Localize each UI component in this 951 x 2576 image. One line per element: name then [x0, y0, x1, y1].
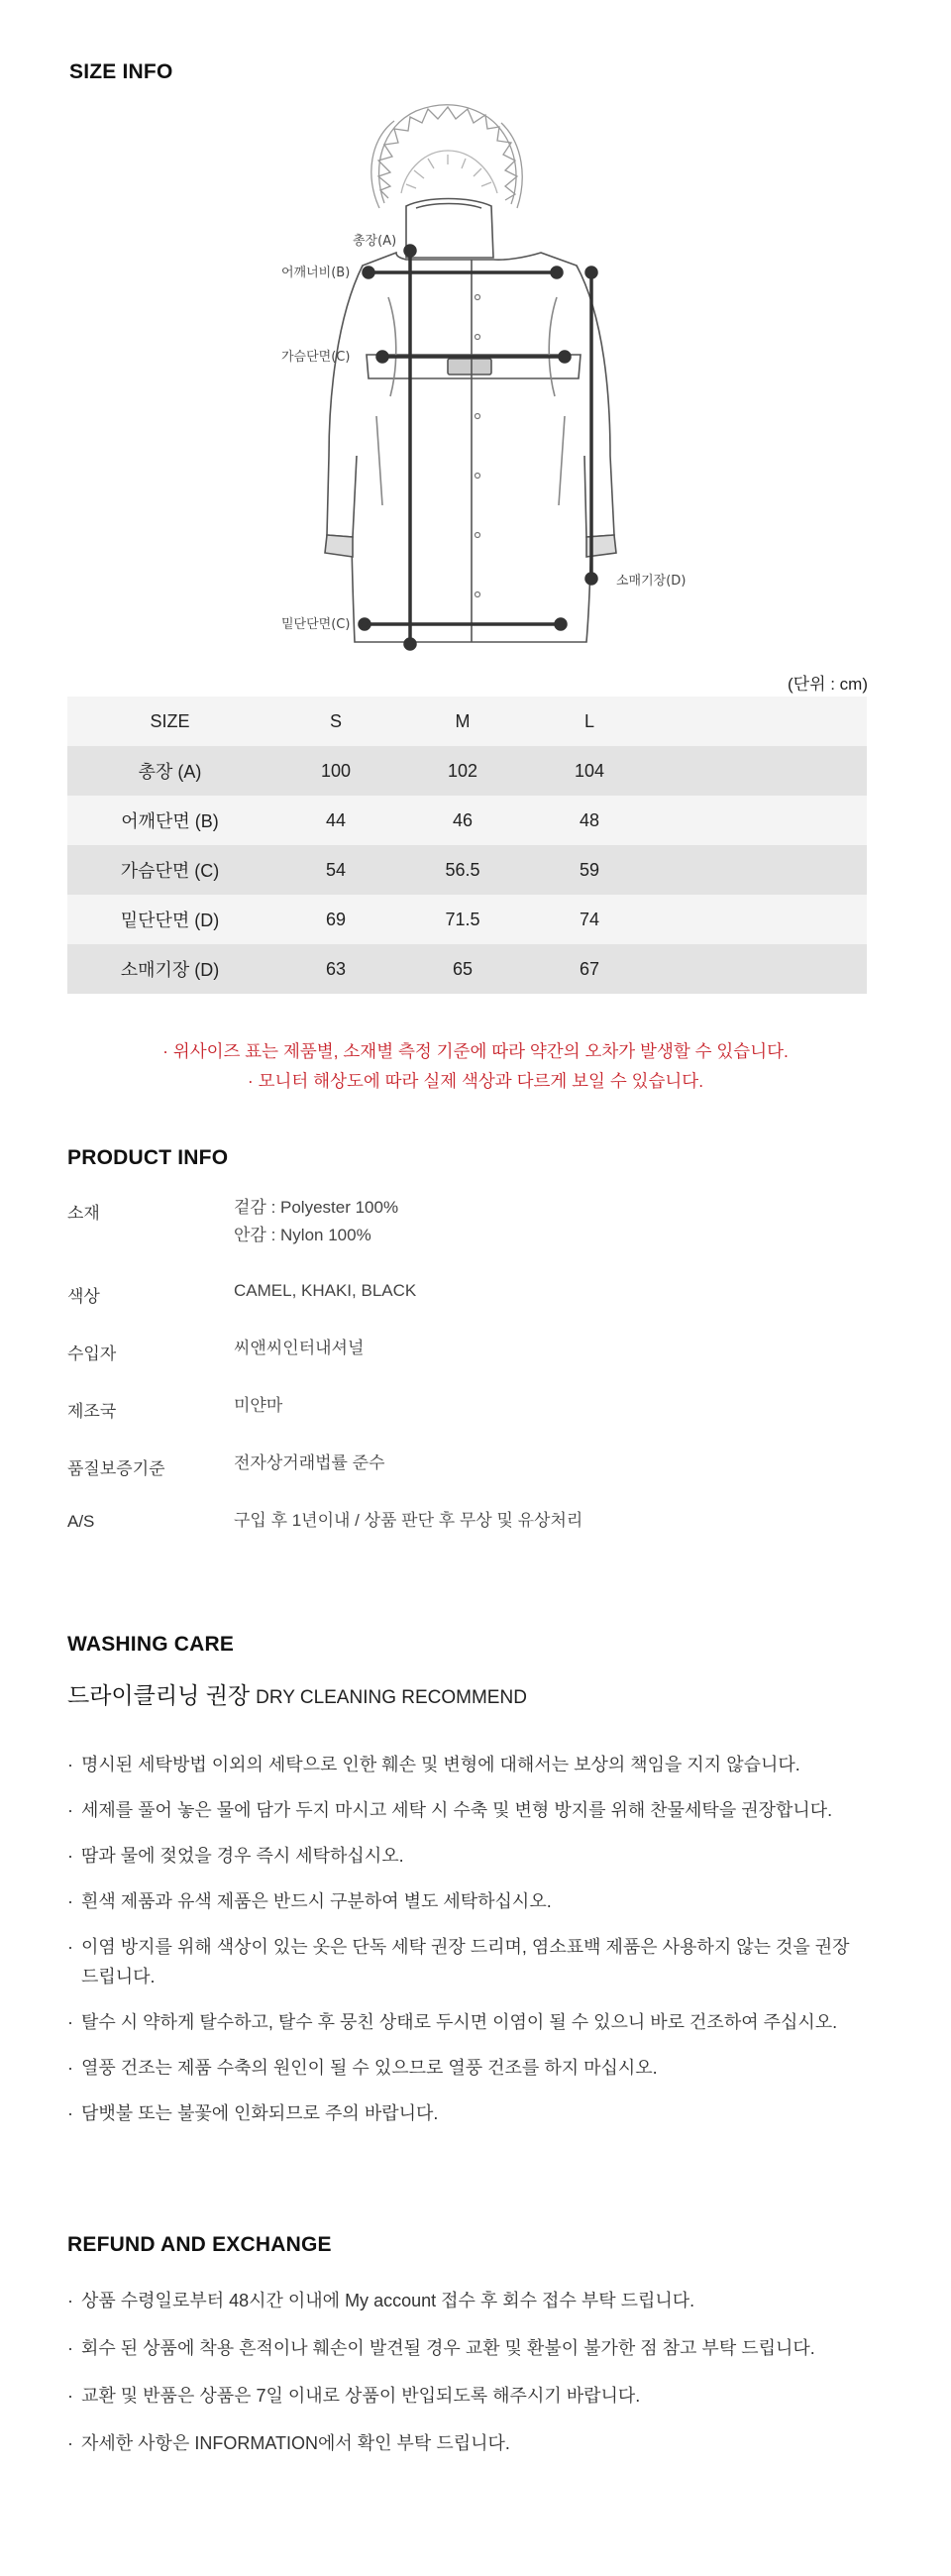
unit-label: (단위 : cm): [788, 675, 868, 694]
cell-s: 54: [325, 859, 347, 880]
table-row: [67, 746, 867, 796]
list-item: · 열풍 건조는 제품 수축의 원인이 될 수 있으므로 열풍 건조를 하지 마십시오.: [67, 2053, 890, 2083]
coat-body: [325, 253, 616, 642]
note-line: · 위사이즈 표는 제품별, 소재별 측정 기준에 따라 약간의 오차가 발생할 수 있습니다.: [162, 1041, 789, 1061]
subtitle-en: DRY CLEANING RECOMMEND: [256, 1687, 527, 1708]
list-item: · 이염 방지를 위해 색상이 있는 옷은 단독 세탁 권장 드리며, 염소표백 제품은 사용하지 않는 것을 권장 드립니다.: [67, 1932, 864, 1991]
product-info-row: [67, 1397, 880, 1422]
info-value: 구입 후 1년이내 / 상품 판단 후 무상 및 유상처리: [234, 1511, 583, 1530]
info-value: 겉감 : Polyester 100% 안감 : Nylon 100%: [234, 1198, 399, 1244]
info-key: 수입자: [67, 1344, 117, 1363]
label-total-length: 총장(A): [353, 234, 397, 249]
list-item: · 담뱃불 또는 불꽃에 인화되므로 주의 바랍니다.: [67, 2098, 890, 2128]
washing-care-list: [67, 1750, 890, 2144]
cell-m: 65: [452, 958, 474, 979]
header-m: M: [455, 710, 471, 731]
note-line: · 모니터 해상도에 따라 실제 색상과 다르게 보일 수 있습니다.: [247, 1071, 704, 1091]
info-value: 씨앤씨인터내셔널: [234, 1339, 365, 1357]
fur-hood: [371, 105, 522, 208]
header-l: L: [583, 710, 594, 731]
row-label: 소매기장 (D): [120, 960, 220, 980]
size-notes: [0, 1036, 951, 1096]
product-info-row: [67, 1199, 880, 1249]
header-spacer: [653, 697, 867, 746]
product-info-list: [67, 1199, 880, 1567]
product-info-row: [67, 1340, 880, 1364]
list-item: · 명시된 세탁방법 이외의 세탁으로 인한 훼손 및 변형에 대해서는 보상의 책임을 지지 않습니다.: [67, 1750, 890, 1779]
row-label: 어깨단면 (B): [121, 811, 219, 831]
list-item: · 상품 수령일로부터 48시간 이내에 My account 접수 후 회수 접수 부탁 드립니다.: [67, 2286, 890, 2315]
cell-l: 104: [574, 760, 605, 781]
size-info-title: SIZE INFO: [69, 60, 173, 83]
cell-m: 102: [447, 760, 478, 781]
info-key: 색상: [67, 1287, 100, 1306]
list-item: · 땀과 물에 젖었을 경우 즉시 세탁하십시오.: [67, 1841, 890, 1871]
size-table: [67, 697, 867, 994]
info-key: 제조국: [67, 1402, 117, 1421]
row-label: 밑단단면 (D): [120, 911, 220, 930]
table-row: [67, 845, 867, 895]
cell-l: 67: [579, 958, 600, 979]
info-value: 전자상거래법률 준수: [234, 1453, 385, 1472]
washing-care-subtitle: [67, 1677, 527, 1710]
list-item: · 자세한 사항은 INFORMATION에서 확인 부탁 드립니다.: [67, 2428, 890, 2458]
collar: [406, 199, 493, 259]
cell-l: 48: [579, 809, 600, 830]
table-row: [67, 944, 867, 994]
parka-size-diagram: [267, 99, 703, 654]
refund-list: [67, 2286, 890, 2476]
label-hem: 밑단단면(C): [281, 617, 351, 632]
product-info-row: [67, 1454, 880, 1479]
list-item: · 세제를 풀어 놓은 물에 담가 두지 마시고 세탁 시 수축 및 변형 방지를 위해 찬물세탁을 권장합니다.: [67, 1795, 890, 1825]
cell-m: 56.5: [445, 859, 480, 880]
list-item: · 탈수 시 약하게 탈수하고, 탈수 후 뭉친 상태로 두시면 이염이 될 수 있으니 바로 건조하여 주십시오.: [67, 2007, 890, 2037]
label-sleeve: 소매기장(D): [616, 574, 687, 589]
table-row: [67, 796, 867, 845]
table-row: [67, 895, 867, 944]
list-item: · 회수 된 상품에 착용 흔적이나 훼손이 발견될 경우 교환 및 환불이 불가한 점 참고 부탁 드립니다.: [67, 2333, 890, 2363]
cell-l: 59: [579, 859, 600, 880]
cell-m: 71.5: [445, 909, 480, 929]
info-key: 품질보증기준: [67, 1459, 165, 1478]
refund-title: REFUND AND EXCHANGE: [67, 2233, 332, 2256]
subtitle-ko: 드라이클리닝 권장: [67, 1682, 251, 1708]
info-value: CAMEL, KHAKI, BLACK: [234, 1281, 417, 1300]
cell-s: 69: [325, 909, 347, 929]
list-item: · 흰색 제품과 유색 제품은 반드시 구분하여 별도 세탁하십시오.: [67, 1886, 890, 1916]
cell-s: 63: [325, 958, 347, 979]
cell-s: 100: [320, 760, 352, 781]
row-label: 가슴단면 (C): [120, 861, 220, 881]
washing-care-title: WASHING CARE: [67, 1633, 235, 1656]
header-s: S: [329, 710, 342, 731]
product-info-row: [67, 1282, 880, 1307]
size-table-header: [67, 697, 867, 746]
label-shoulder: 어깨너비(B): [281, 266, 351, 280]
product-info-title: PRODUCT INFO: [67, 1146, 229, 1169]
header-size: SIZE: [150, 710, 190, 731]
row-label: 총장 (A): [138, 762, 202, 782]
cell-l: 74: [579, 909, 600, 929]
cell-s: 44: [325, 809, 347, 830]
product-info-row: [67, 1512, 880, 1535]
list-item: · 교환 및 반품은 상품은 7일 이내로 상품이 반입되도록 해주시기 바랍니다.: [67, 2381, 890, 2411]
info-key: A/S: [67, 1512, 95, 1531]
cell-m: 46: [452, 809, 474, 830]
info-key: 소재: [67, 1204, 100, 1223]
info-value: 미얀마: [234, 1396, 283, 1415]
label-chest: 가슴단면(C): [281, 350, 351, 365]
